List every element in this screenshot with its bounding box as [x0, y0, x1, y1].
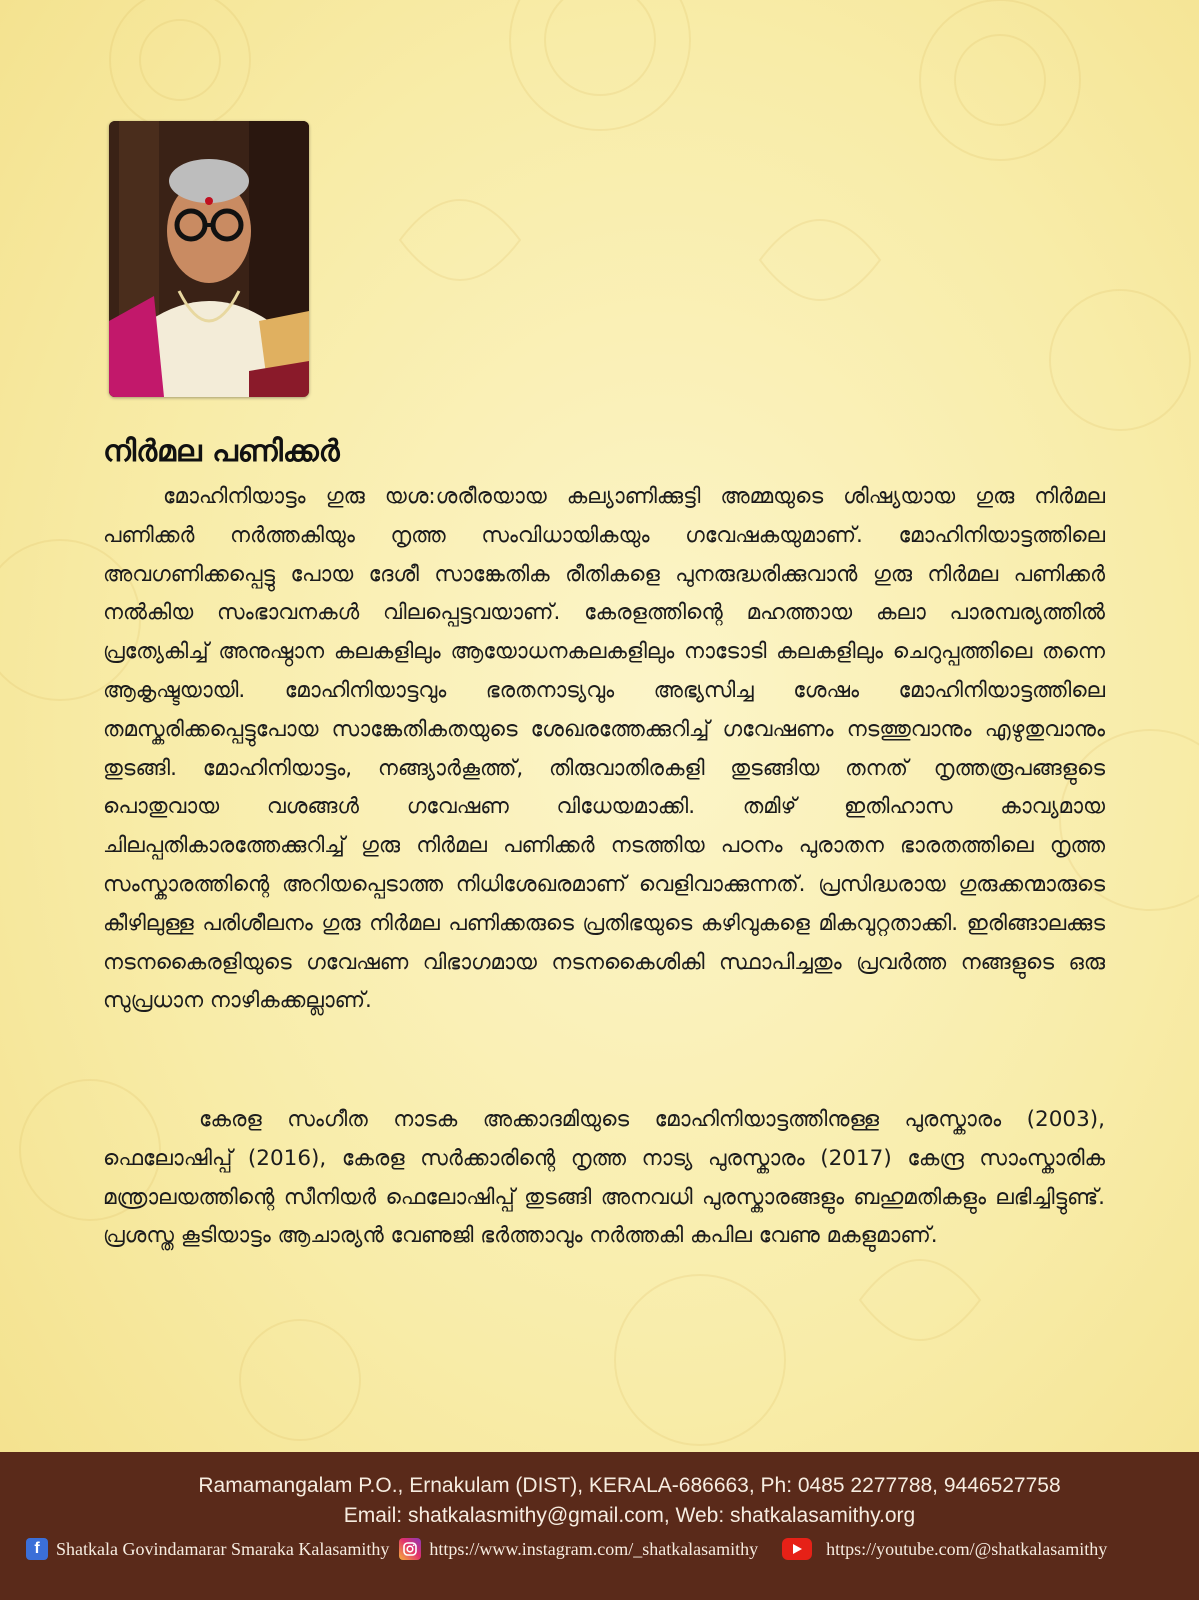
- youtube-icon[interactable]: [782, 1538, 812, 1560]
- facebook-link[interactable]: Shatkala Govindamarar Smaraka Kalasamithy: [56, 1538, 390, 1559]
- facebook-icon[interactable]: f: [26, 1538, 48, 1560]
- social-links: [26, 1537, 1117, 1561]
- footer-email-web[interactable]: Email: shatkalasmithy@gmail.com, Web: shatkalasamithy.org: [343, 1504, 916, 1527]
- bio-paragraph-2: കേരള സംഗീത നാടക അക്കാദമിയുടെ മോഹിനിയാട്ടത്തിനുള്ള പുരസ്കാരം (2003), ഫെലോഷിപ്പ് (2016), കേരള സർക്കാരിന്റെ നൃത്ത നാട്യ പുരസ്കാരം (2017) കേന്ദ്ര സാംസ്കാരിക മന്ത്രാലയത്തിന്റെ സീനിയർ ഫെലോഷിപ്പ് തുടങ്ങി അനവധി പുരസ്കാരങ്ങളും ബഹുമതികളും ലഭിച്ചിട്ടുണ്ട്. പ്രശസ്ത കൂടിയാട്ടം ആചാര്യൻ വേണുജി ഭർത്താവും നർത്തകി കപില വേണു മകളുമാണ്.: [103, 1107, 1105, 1249]
- footer: [0, 1452, 1199, 1600]
- portrait-photo: [109, 121, 309, 397]
- footer-address: Ramamangalam P.O., Ernakulam (DIST), KERALA-686663, Ph: 0485 2277788, 9446527758: [198, 1474, 1061, 1497]
- instagram-icon[interactable]: [399, 1538, 421, 1560]
- youtube-link[interactable]: https://youtube.com/@shatkalasamithy: [826, 1538, 1108, 1559]
- instagram-link[interactable]: https://www.instagram.com/_shatkalasamithy: [429, 1538, 759, 1559]
- person-name: നിർമല പണിക്കർ: [103, 434, 340, 469]
- bio-paragraph-1: മോഹിനിയാട്ടം ഗുരു യശ:ശരീരയായ കല്യാണിക്കുട്ടി അമ്മയുടെ ശിഷ്യയായ ഗുരു നിർമല പണിക്കർ നർത്തകിയും നൃത്ത സംവിധായികയും ഗവേഷകയുമാണ്. മോഹിനിയാട്ടത്തിലെ അവഗണിക്കപ്പെട്ടു പോയ ദേശീ സാങ്കേതിക രീതികളെ പുനരുദ്ധരിക്കുവാൻ ഗുരു നിർമല പണിക്കർ നൽകിയ സംഭാവനകൾ വിലപ്പെട്ടവയാണ്. കേരളത്തിന്റെ മഹത്തായ കലാ പാരമ്പര്യത്തിൽ പ്രത്യേകിച്ച് അനുഷ്ഠാന കലകളിലും ആയോധനകലകളിലും നാടോടി കലകളിലും ചെറുപ്പത്തിലെ തന്നെ ആകൃഷ്ടയായി. മോഹിനിയാട്ടവും ഭരതനാട്യവും അഭ്യസിച്ച ശേഷം മോഹിനിയാട്ടത്തിലെ തമസ്കരിക്കപ്പെട്ടുപോയ സാങ്കേതികതയുടെ ശേഖരത്തേക്കുറിച്ച് ഗവേഷണം നടത്തുവാനും എഴുതുവാനും തുടങ്ങി. മോഹിനിയാട്ടം, നങ്ങ്യാർകൂത്ത്, തിരുവാതിരകളി തുടങ്ങിയ തനത് നൃത്തരൂപങ്ങളുടെ പൊതുവായ വശങ്ങൾ ഗവേഷണ വിധേയമാക്കി. തമിഴ് ഇതിഹാസ കാവ്യമായ ചിലപ്പതികാരത്തേക്കുറിച്ച് ഗുരു നിർമല പണിക്കർ നടത്തിയ പഠനം പുരാതന ഭാരതത്തിലെ നൃത്ത സംസ്കാരത്തിന്റെ അറിയപ്പെടാത്ത നിധിശേഖരമാണ് വെളിവാക്കുന്നത്. പ്രസിദ്ധരായ ഗുരുക്കന്മാരുടെ കീഴിലുള്ള പരിശീലനം ഗുരു നിർമല പണിക്കരുടെ പ്രതിഭയുടെ കഴിവുകളെ മികവുറ്റതാക്കി. ഇരിങ്ങാലക്കുട നടനകൈരളിയുടെ ഗവേഷണ വിഭാഗമായ നടനകൈശികി സ്ഥാപിച്ചതും പ്രവർത്ത നങ്ങളുടെ ഒരു സുപ്രധാന നാഴികക്കല്ലാണ്.: [103, 484, 1105, 1014]
